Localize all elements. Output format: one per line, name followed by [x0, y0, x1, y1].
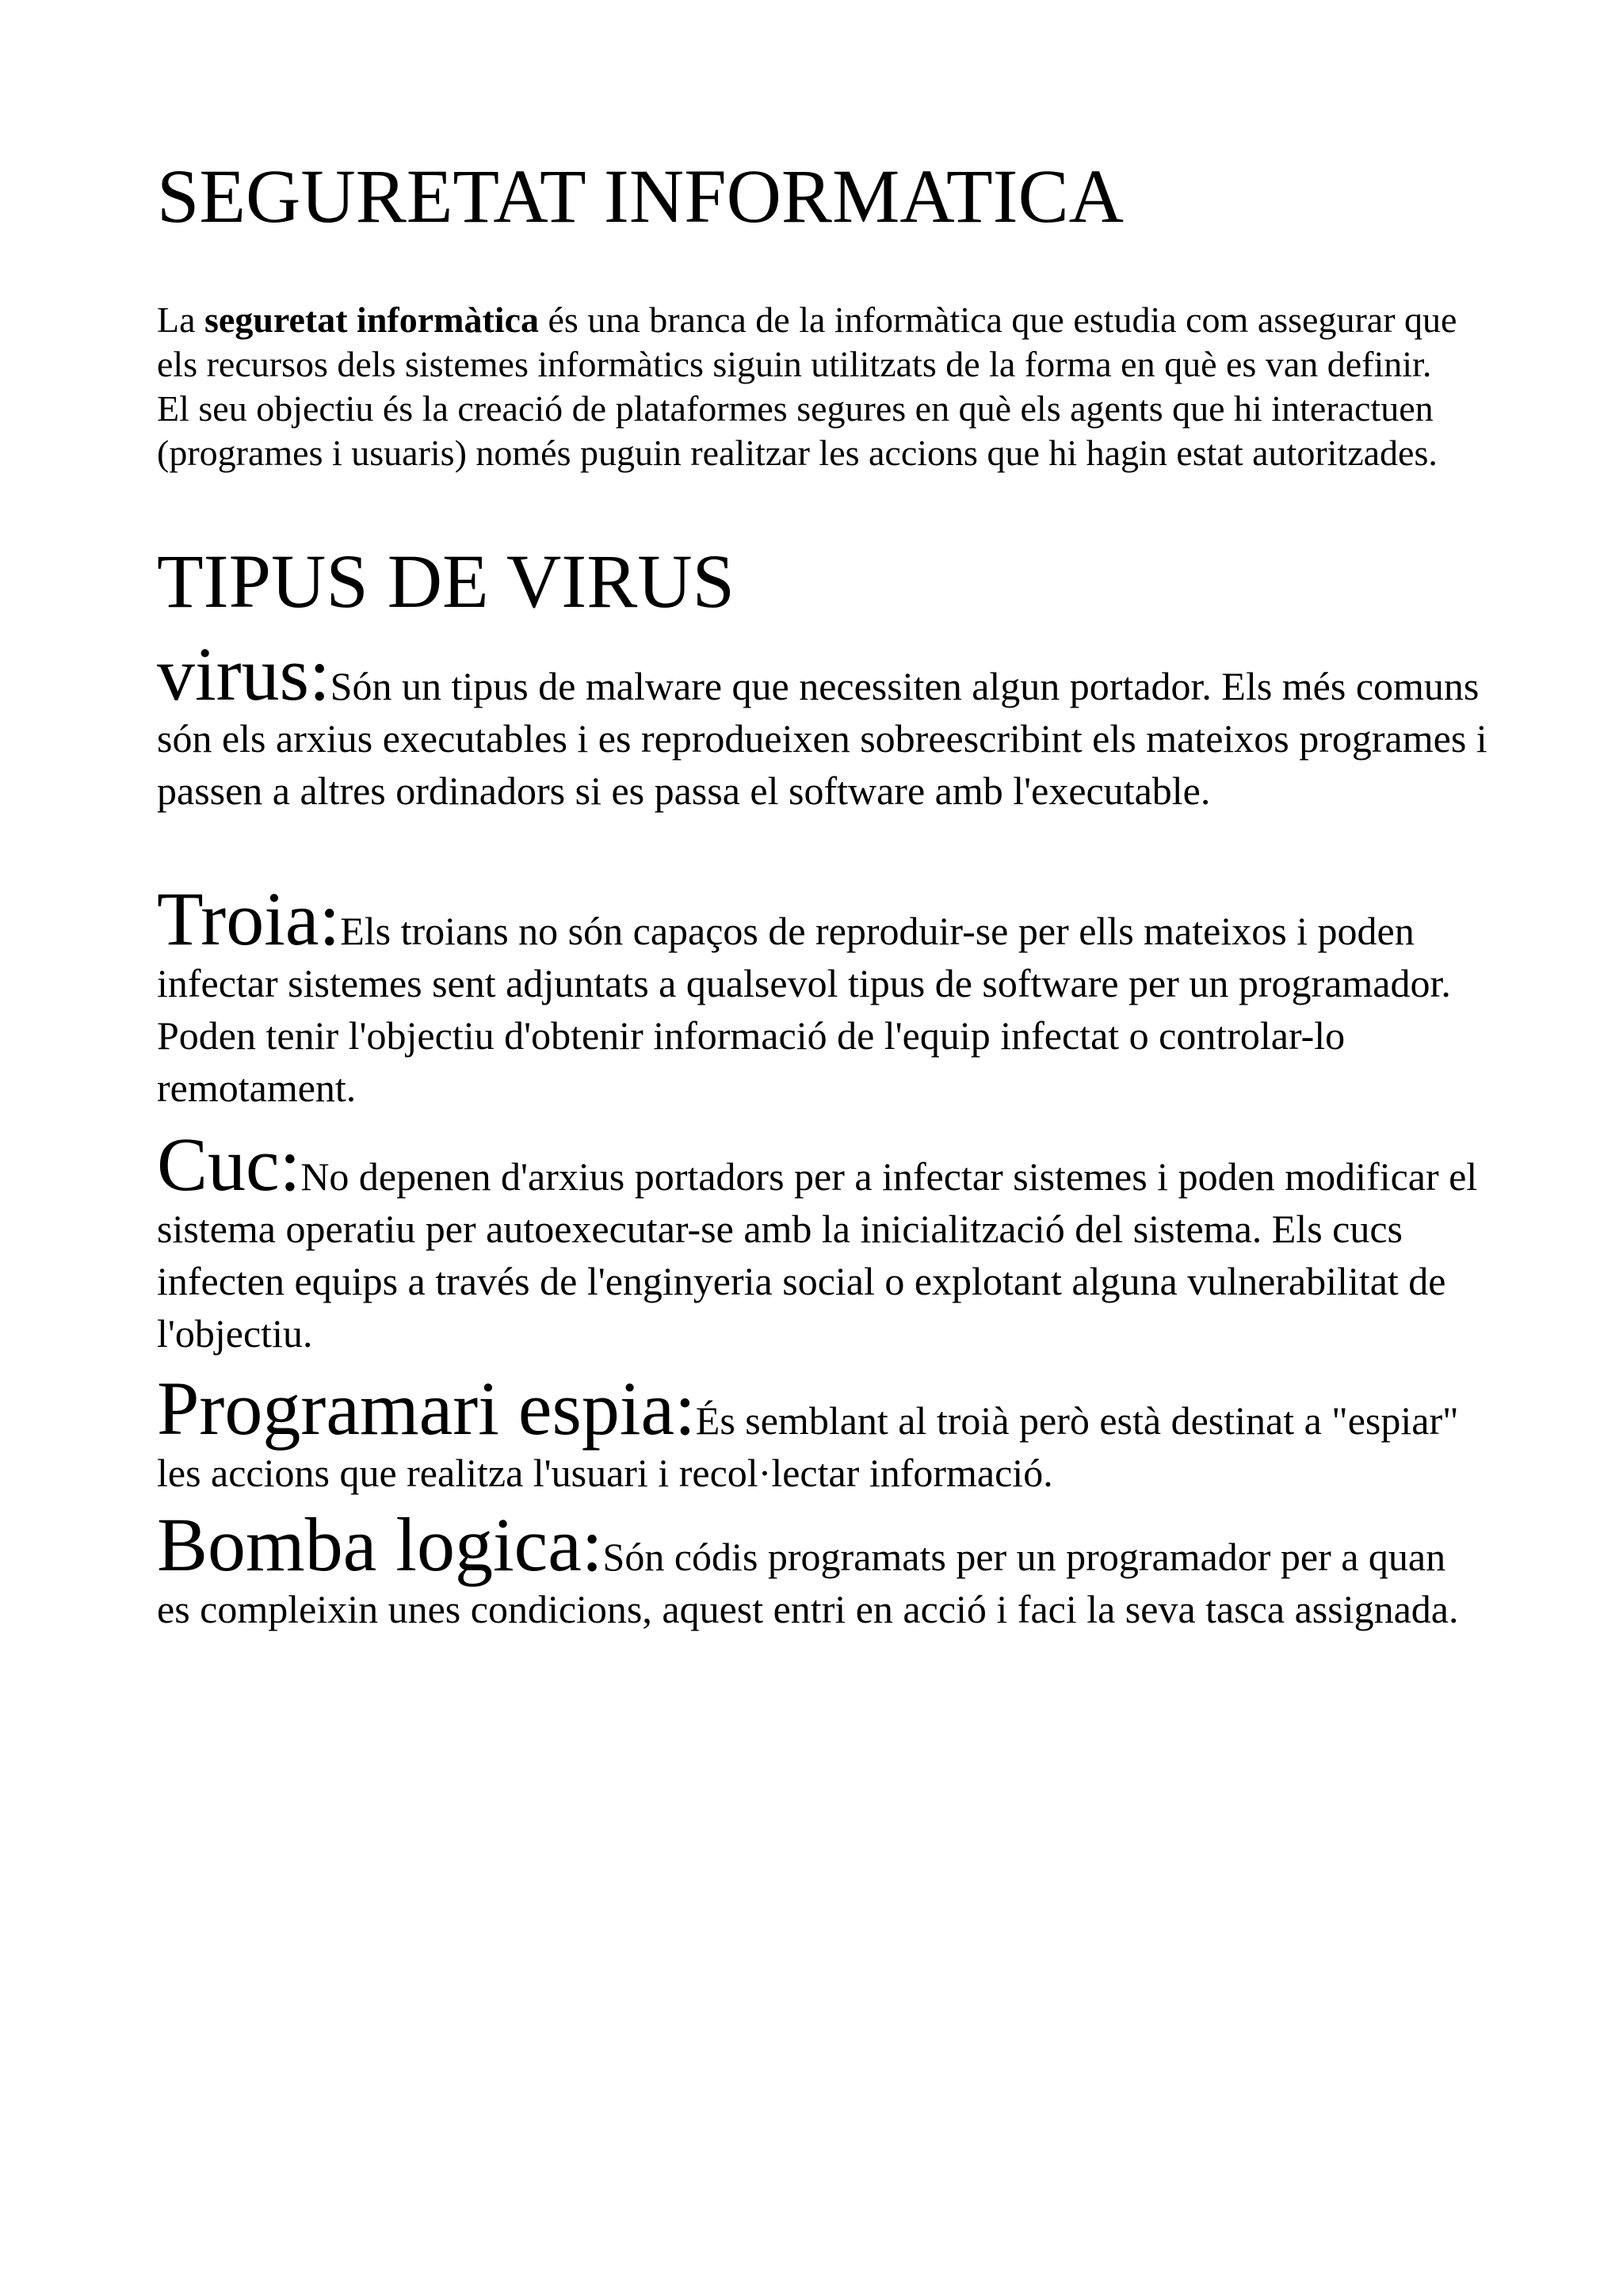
entry-term: virus:	[157, 631, 330, 716]
entry-term: Troia:	[157, 876, 341, 961]
virus-entry	[157, 631, 1488, 817]
entry-text: Els troians no són capaços de reproduir-se per ells mateixos i poden infectar sistemes sent adjuntats a qualsevol tipus de software per un programador. Poden tenir l'objectiu d'obtenir informació de l'equip infectat o controlar-lo remotament.	[157, 909, 1451, 1110]
programari-espia-entry	[157, 1366, 1488, 1499]
section-title: TIPUS DE VIRUS	[157, 539, 735, 624]
cuc-entry	[157, 1122, 1488, 1360]
entry-text: No depenen d'arxius portadors per a infectar sistemes i poden modificar el sistema operatiu per autoexecutar-se amb la inicialització del sistema. Els cucs infecten equips a través de l'enginyeria social o explotant alguna vulnerabilitat de l'objectiu.	[157, 1154, 1478, 1356]
bomba-logica-entry	[157, 1502, 1488, 1635]
intro-rest: és una branca de la informàtica que estudia com assegurar que els recursos dels sistemes informàtics siguin utilitzats de la forma en què es van definir. El seu objectiu és la creació de plataformes segures en què els agents que hi interactuen (programes i usuaris) només puguin realitzar les accions que hi hagin estat autoritzades.	[157, 299, 1457, 473]
intro-paragraph	[157, 298, 1472, 475]
intro-bold-term: seguretat informàtica	[204, 299, 539, 340]
intro-prefix: La	[157, 299, 205, 340]
troia-entry	[157, 876, 1488, 1114]
entry-term: Bomba logica:	[157, 1502, 603, 1587]
entry-text: Són códis programats per un programador per a quan es compleixin unes condicions, aquest entri en acció i faci la seva tasca assignada.	[157, 1535, 1459, 1631]
document-title: SEGURETAT INFORMATICA	[157, 154, 1124, 238]
entry-text: Són un tipus de malware que necessiten algun portador. Els més comuns són els arxius executables i es reprodueixen sobreescribint els mateixos programes i passen a altres ordinadors si es passa el software amb l'executable.	[157, 664, 1487, 813]
entry-term: Programari espia:	[157, 1366, 696, 1451]
entry-text: És semblant al troià però està destinat a "espiar" les accions que realitza l'usuari i recol·lectar informació.	[157, 1398, 1459, 1495]
entry-term: Cuc:	[157, 1122, 301, 1207]
